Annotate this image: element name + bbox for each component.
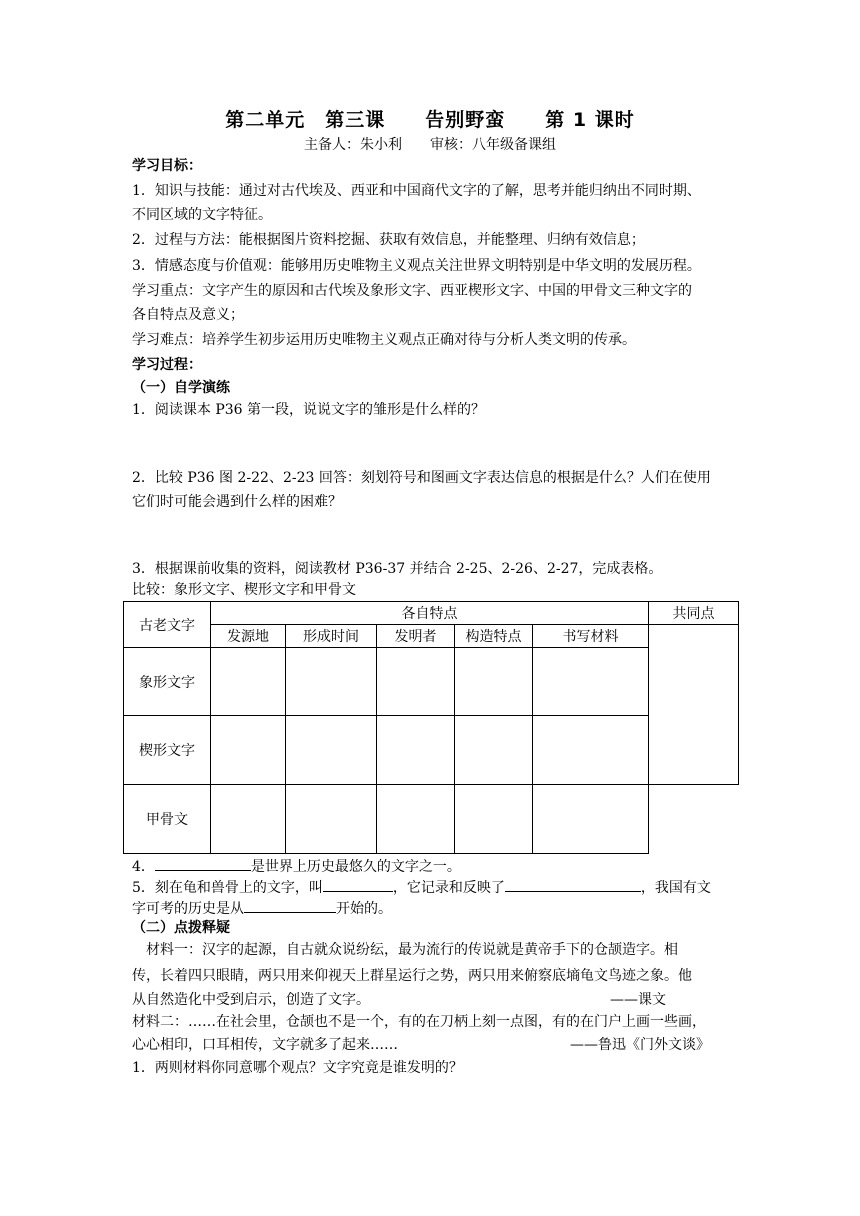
question-2-line-1: 2．比较 P36 图 2-22、2-23 回答：刻划符号和图画文字表达信息的根据是什么？人们在使用 bbox=[132, 470, 711, 486]
question-1: 1．阅读课本 P36 第一段，说说文字的雏形是什么样的？ bbox=[132, 402, 486, 418]
objective-3: 3．情感态度与价值观：能够用历史唯物主义观点关注世界文明特别是中华文明的发展历程。 bbox=[132, 258, 701, 274]
difficulty: 学习难点：培养学生初步运用历史唯物主义观点正确对待与分析人类文明的传承。 bbox=[132, 332, 636, 348]
fill-blank[interactable] bbox=[244, 897, 336, 913]
section-2-heading: （二）点拨释疑 bbox=[132, 920, 230, 936]
question-2-line-2: 它们时可能会遇到什么样的困难？ bbox=[132, 494, 342, 510]
compare-label: 比较：象形文字、楔形文字和甲骨文 bbox=[132, 582, 356, 598]
key-points-line-2: 各自特点及意义； bbox=[132, 307, 244, 323]
subheader-material: 书写材料 bbox=[533, 625, 649, 648]
answer-cell[interactable] bbox=[455, 785, 533, 854]
answer-cell[interactable] bbox=[455, 716, 533, 785]
objective-2: 2．过程与方法：能根据图片资料挖掘、获取有效信息，并能整理、归纳有效信息； bbox=[132, 232, 645, 248]
question-4-suffix: 是世界上历史最悠久的文字之一。 bbox=[250, 859, 461, 875]
common-points-cell[interactable] bbox=[649, 625, 739, 785]
material-2-source: ——鲁迅《门外文谈》 bbox=[570, 1037, 710, 1053]
header-features: 各自特点 bbox=[211, 602, 649, 625]
fill-blank[interactable] bbox=[505, 876, 641, 892]
question-5-line-1 bbox=[132, 876, 711, 898]
fill-blank[interactable] bbox=[155, 855, 251, 871]
objective-1-line-1: 1．知识与技能：通过对古代埃及、西亚和中国商代文字的了解，思考并能归纳出不同时期、 bbox=[132, 183, 701, 199]
answer-cell[interactable] bbox=[455, 648, 533, 716]
question-5-part-d: 字可考的历史是从 bbox=[132, 901, 244, 917]
material-2-line-1: 材料二：……在社会里，仓颉也不是一个，有的在刀柄上刻一点图，有的在门户上画一些画， bbox=[132, 1014, 706, 1030]
answer-cell[interactable] bbox=[211, 785, 286, 854]
answer-cell[interactable] bbox=[533, 716, 649, 785]
question-5-part-a: 5．刻在龟和兽骨上的文字，叫 bbox=[132, 880, 323, 896]
answer-cell[interactable] bbox=[533, 785, 649, 854]
material-1-line-3: 从自然造化中受到启示，创造了文字。 bbox=[132, 992, 370, 1008]
header-ancient-script: 古老文字 bbox=[124, 602, 211, 648]
row-label-hieroglyph: 象形文字 bbox=[124, 648, 211, 716]
answer-cell[interactable] bbox=[286, 785, 377, 854]
objectives-heading: 学习目标： bbox=[132, 158, 202, 174]
subheader-inventor: 发明者 bbox=[377, 625, 455, 648]
answer-cell[interactable] bbox=[377, 648, 455, 716]
question-4 bbox=[132, 855, 461, 877]
answer-cell[interactable] bbox=[286, 716, 377, 785]
section-2-question-1: 1．两则材料你同意哪个观点？文字究竟是谁发明的？ bbox=[132, 1060, 463, 1076]
material-2-line-2: 心心相印，口耳相传，文字就多了起来…… bbox=[132, 1037, 398, 1053]
answer-cell[interactable] bbox=[533, 648, 649, 716]
page-subtitle: 主备人：朱小利 审核：八年级备课组 bbox=[304, 137, 556, 153]
section-1-heading: （一）自学演练 bbox=[132, 380, 230, 396]
answer-cell[interactable] bbox=[377, 785, 455, 854]
answer-cell[interactable] bbox=[211, 716, 286, 785]
answer-cell[interactable] bbox=[211, 648, 286, 716]
comparison-table bbox=[123, 601, 739, 854]
objective-1-line-2: 不同区域的文字特征。 bbox=[132, 207, 272, 223]
answer-cell[interactable] bbox=[286, 648, 377, 716]
material-1-source: ——课文 bbox=[610, 992, 666, 1008]
row-label-cuneiform: 楔形文字 bbox=[124, 716, 211, 785]
process-heading: 学习过程： bbox=[132, 357, 202, 373]
row-label-oracle-bone: 甲骨文 bbox=[124, 785, 211, 854]
question-5-line-2 bbox=[132, 897, 392, 919]
question-5-part-e: 开始的。 bbox=[336, 901, 392, 917]
subheader-structure: 构造特点 bbox=[455, 625, 533, 648]
subheader-formation-time: 形成时间 bbox=[286, 625, 377, 648]
material-1-line-1: 材料一：汉字的起源，自古就众说纷纭，最为流行的传说就是黄帝手下的仓颉造字。相 bbox=[132, 942, 678, 958]
fill-blank[interactable] bbox=[323, 876, 393, 892]
question-3: 3．根据课前收集的资料，阅读教材 P36-37 并结合 2-25、2-26、2-27，完成表格。 bbox=[132, 561, 663, 577]
material-1-line-2: 传，长着四只眼睛，两只用来仰视天上群星运行之势，两只用来俯察底墒龟文鸟迹之象。他 bbox=[132, 968, 692, 984]
page-title: 第二单元 第三课 告别野蛮 第 1 课时 bbox=[225, 109, 635, 131]
subheader-origin: 发源地 bbox=[211, 625, 286, 648]
key-points-line-1: 学习重点：文字产生的原因和古代埃及象形文字、西亚楔形文字、中国的甲骨文三种文字的 bbox=[132, 283, 692, 299]
header-common-points: 共同点 bbox=[649, 602, 739, 625]
answer-cell[interactable] bbox=[377, 716, 455, 785]
question-5-part-c: ，我国有文 bbox=[640, 880, 711, 896]
question-4-prefix: 4． bbox=[132, 859, 155, 875]
question-5-part-b: ，它记录和反映了 bbox=[392, 880, 505, 896]
